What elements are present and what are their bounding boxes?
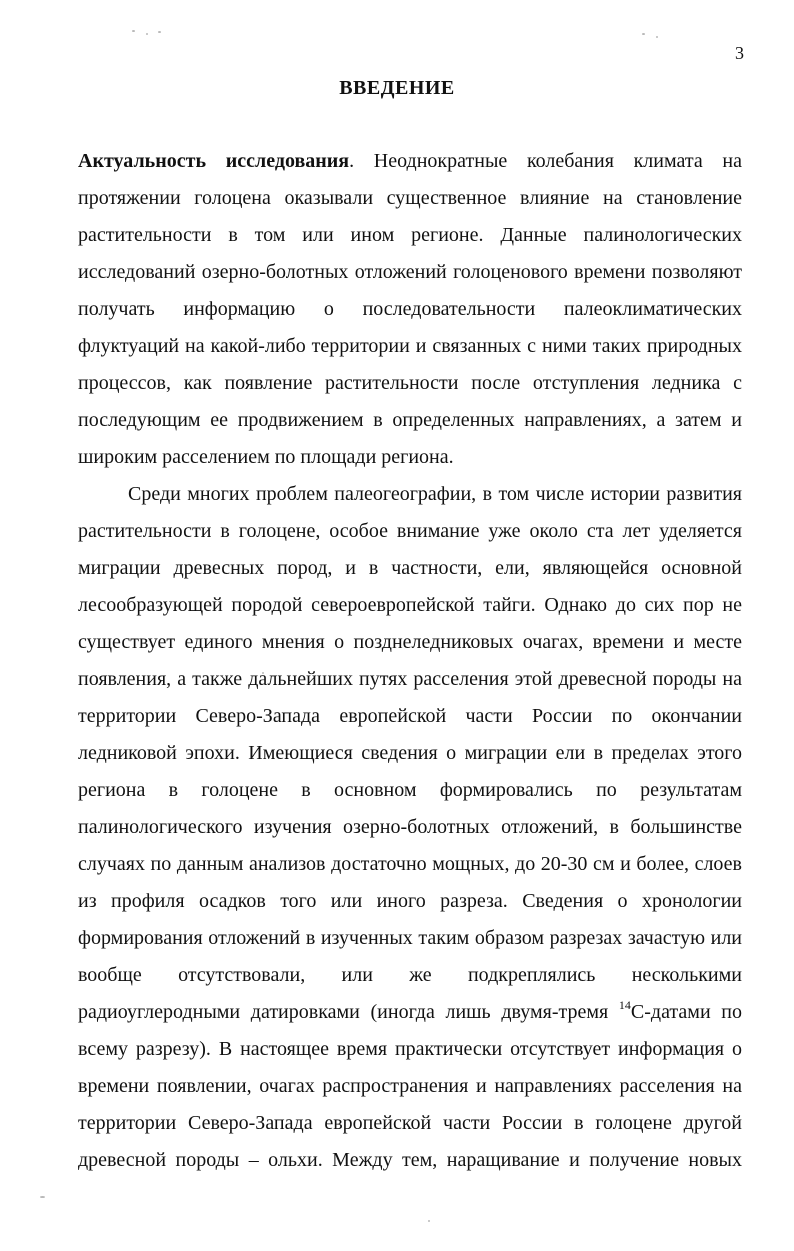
- paragraph1-line: флуктуаций на какой-либо территории и связанных с ними таких природных: [78, 335, 742, 357]
- paragraph2-line: вообще отсутствовали, или же подкреплялись несколькими: [78, 964, 742, 986]
- scan-speck: [656, 36, 658, 38]
- paragraph2-line: территории Северо-Запада европейской части России в голоцене другой: [78, 1112, 742, 1134]
- paragraph1-line: протяжении голоцена оказывали существенное влияние на становление: [78, 187, 742, 209]
- scan-speck: [642, 33, 645, 35]
- scan-speck: [158, 31, 161, 33]
- scan-speck: [428, 1220, 430, 1222]
- scan-speck: [132, 30, 135, 32]
- paragraph1-line: широким расселением по площади региона.: [78, 446, 454, 468]
- paragraph2-line: появления, а также дальнейших путях расселения этой древесной породы на: [78, 668, 742, 690]
- paragraph2-line: лесообразующей породой североевропейской тайги. Однако до сих пор не: [78, 594, 742, 616]
- paragraph2-line: существует единого мнения о позднеледниковых очагах, времени и месте: [78, 631, 742, 653]
- paragraph1-line: процессов, как появление растительности после отступления ледника с: [78, 372, 742, 394]
- paragraph2-line: региона в голоцене в основном формировались по результатам: [78, 779, 742, 801]
- isotope-superscript: 14: [618, 998, 631, 1012]
- line-text: радиоуглеродными датировками (иногда лишь двумя-тремя: [78, 1001, 619, 1023]
- paragraph2-line: древесной породы – ольхи. Между тем, наращивание и получение новых: [78, 1149, 742, 1171]
- paragraph2-line: миграции древесных пород, и в частности, ели, являющейся основной: [78, 557, 742, 579]
- paragraph2-line: времени появлении, очагах распространения и направлениях расселения на: [78, 1075, 742, 1097]
- paragraph2-line: ледниковой эпохи. Имеющиеся сведения о миграции ели в пределах этого: [78, 742, 742, 764]
- paragraph1-line: исследований озерно-болотных отложений голоценового времени позволяют: [78, 261, 742, 283]
- lead-term: Актуальность исследования: [78, 150, 350, 172]
- paragraph2-line: формирования отложений в изученных таким образом разрезах зачастую или: [78, 927, 742, 949]
- page-number: 3: [735, 43, 744, 63]
- scan-speck: [40, 1196, 45, 1198]
- scan-speck: [146, 33, 148, 35]
- paragraph2-line: растительности в голоцене, особое внимание уже около ста лет уделяется: [78, 520, 742, 542]
- paragraph1-line: получать информацию о последовательности палеоклиматических: [78, 298, 742, 320]
- paragraph2-line: всему разрезу). В настоящее время практически отсутствует информация о: [78, 1038, 742, 1060]
- paragraph2-line: [78, 1000, 742, 1024]
- paragraph1-line: последующим ее продвижением в определенных направлениях, а затем и: [78, 409, 742, 431]
- section-heading: ВВЕДЕНИЕ: [339, 77, 455, 99]
- paragraph2-line: из профиля осадков того или иного разреза. Сведения о хронологии: [78, 890, 742, 912]
- paragraph2-line: Среди многих проблем палеогеографии, в том числе истории развития: [128, 483, 742, 505]
- paragraph2-line: территории Северо-Запада европейской части России по окончании: [78, 705, 742, 727]
- paragraph2-line: палинологического изучения озерно-болотных отложений, в большинстве: [78, 816, 742, 838]
- line-text: С-датами по: [630, 1001, 742, 1023]
- paragraph1-line: растительности в том или ином регионе. Данные палинологических: [78, 224, 742, 246]
- paragraph2-line: случаях по данным анализов достаточно мощных, до 20-30 см и более, слоев: [78, 853, 742, 875]
- line-text: . Неоднократные колебания климата на: [349, 150, 742, 172]
- paragraph1-line: [78, 149, 742, 173]
